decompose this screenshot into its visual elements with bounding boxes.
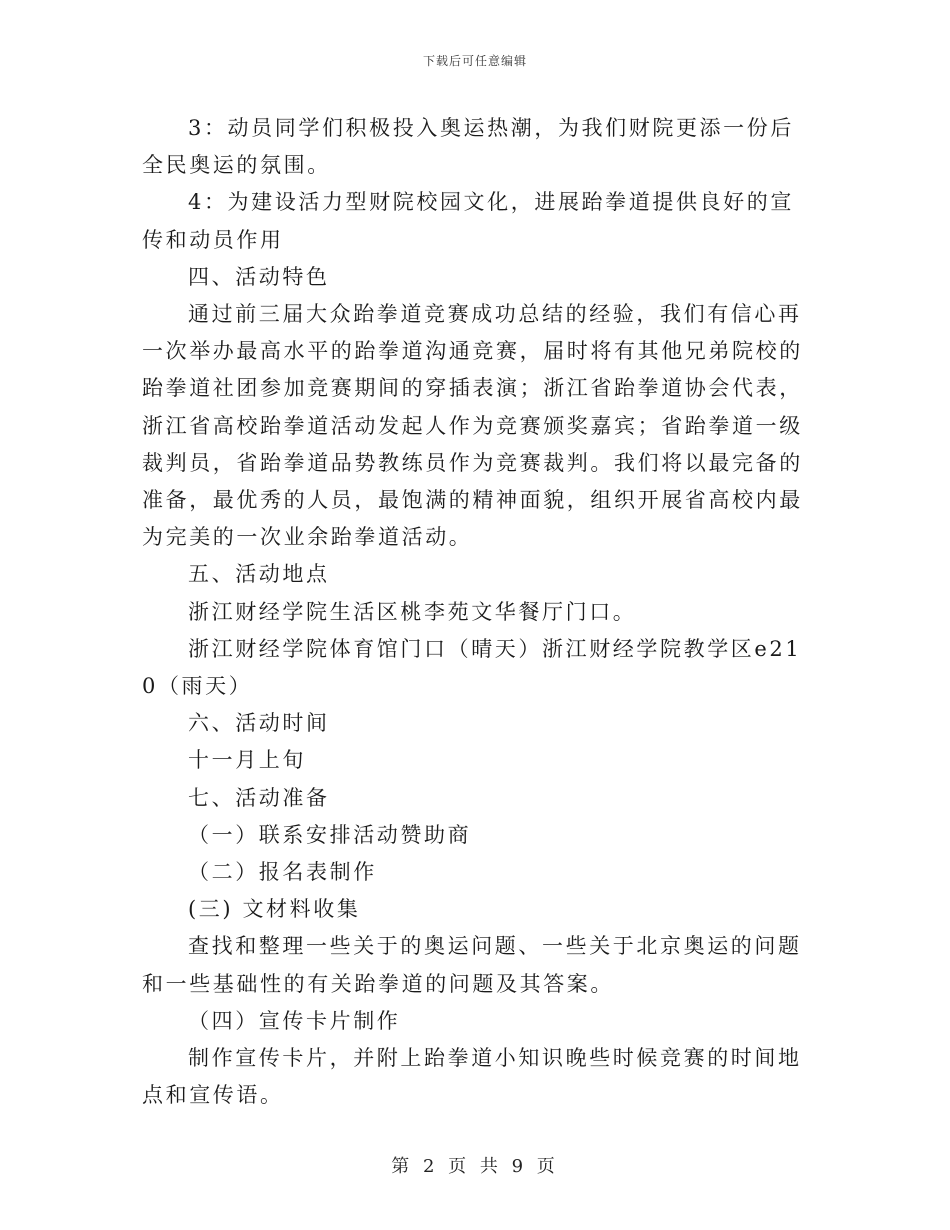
subheading-promo-cards: （四）宣传卡片制作 [188, 1008, 401, 1033]
paragraph-location-1: 浙江财经学院生活区桃李苑文华餐厅门口。 [188, 599, 637, 624]
section-heading-preparation: 七、活动准备 [188, 785, 330, 810]
paragraph-goal-4: 4：为建设活力型财院校园文化，进展跆拳道提供良好的宣传和动员作用 [142, 190, 794, 252]
section-heading-location: 五、活动地点 [188, 562, 330, 587]
section-heading-time: 六、活动时间 [188, 711, 330, 736]
paragraph-features: 通过前三届大众跆拳道竞赛成功总结的经验，我们有信心再一次举办最高水平的跆拳道沟通竞赛，届时将有其他兄弟院校的跆拳道社团参加竞赛期间的穿插表演；浙江省跆拳道协会代表，浙江省高校跆拳道活动发起人作为竞赛颁奖嘉宾；省跆拳道一级裁判员，省跆拳道品势教练员作为竞赛裁判。我们将以最完备的准备，最优秀的人员，最饱满的精神面貌，组织开展省高校内最为完美的一次业余跆拳道活动。 [142, 302, 803, 550]
subheading-sponsors: （一）联系安排活动赞助商 [188, 822, 472, 847]
paragraph-location-2: 浙江财经学院体育馆门口（晴天）浙江财经学院教学区e210（雨天） [142, 636, 802, 699]
page-number-footer: 第 2 页 共 9 页 [391, 1156, 559, 1177]
document-body [142, 110, 806, 1114]
paragraph-promo-cards: 制作宣传卡片，并附上跆拳道小知识晚些时候竞赛的时间地点和宣传语。 [142, 1046, 802, 1108]
page-header: 下载后可任意编辑 [422, 54, 527, 68]
section-heading-features: 四、活动特色 [188, 264, 330, 289]
subheading-material-collection: (三) 文材料收集 [188, 897, 361, 922]
paragraph-goal-3: 3：动员同学们积极投入奥运热潮，为我们财院更添一份后全民奥运的氛围。 [142, 116, 794, 178]
paragraph-time: 十一月上旬 [188, 748, 306, 773]
paragraph-material-collection: 查找和整理一些关于的奥运问题、一些关于北京奥运的问题和一些基础性的有关跆拳道的问题及其答案。 [142, 934, 802, 996]
subheading-registration-form: （二）报名表制作 [188, 860, 377, 885]
